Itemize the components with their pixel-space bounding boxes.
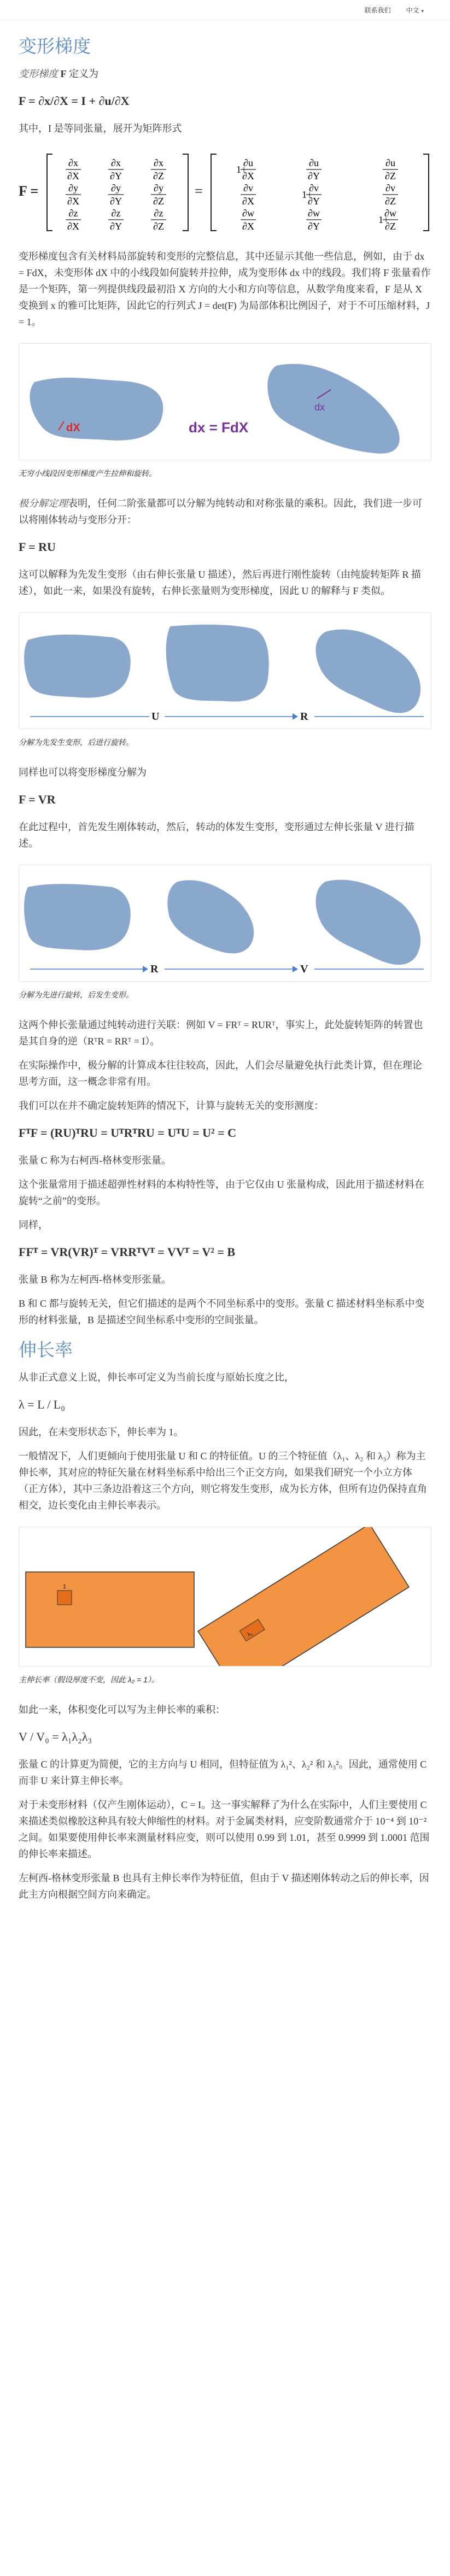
paragraph: 从非正式意义上说，伸长率可定义为当前长度与原始长度之比， bbox=[19, 1372, 294, 1383]
matrix-numerator: ∂u bbox=[309, 157, 319, 168]
dX-label: dX bbox=[66, 422, 80, 434]
section-title-stretch: 伸长率 bbox=[19, 1341, 73, 1360]
matrix-numerator: ∂z bbox=[154, 208, 163, 219]
matrix-denominator: ∂Z bbox=[153, 196, 164, 207]
bracket-left bbox=[47, 154, 52, 231]
paragraph: 对于未变形材料（仅产生刚体运动），C = I。这一事实解释了为什么在实际中，人们主要使用 C 来描述类似橡胶这种具有较大伸缩性的材料。对于金属类材料，应变阶数通常介于 10⁻⁴ 到 10⁻² 之间。如果要使用伸长率来测量材料应变，则可以使用 0.99 到 1.01，甚至 0.9999 到 1.0001 范围的伸长率来描述。 bbox=[19, 1799, 430, 1859]
matrix-denominator: ∂X bbox=[67, 171, 79, 181]
paragraph: 同样， bbox=[19, 1219, 48, 1230]
paragraph: 在此过程中，首先发生刚体转动，然后，转动的体发生变形，变形通过左伸长张量 V 进行描述。 bbox=[19, 821, 414, 849]
paragraph: 张量 C 的计算更为简便，它的主方向与 U 相同，但特征值为 λ₁²、λ₂² 和 λ₃²。因此，通常使用 C 而非 U 来计算主伸长率。 bbox=[19, 1759, 427, 1786]
shape-stretched bbox=[166, 625, 269, 702]
matrix-denominator: ∂Y bbox=[308, 196, 320, 207]
figure-svg bbox=[19, 613, 431, 729]
paragraph: 因此，在未变形状态下，伸长率为 1。 bbox=[19, 1427, 184, 1437]
figure-caption: 主伸长率（假设厚度不变，因此 λ₂ = 1）。 bbox=[19, 1675, 159, 1684]
section-title-deformation-gradient: 变形梯度 bbox=[19, 37, 91, 57]
deformed-rectangle-group bbox=[198, 1527, 409, 1666]
figure-principal-stretch bbox=[19, 1527, 431, 1667]
bracket-right-2 bbox=[423, 154, 429, 231]
matrix-numerator: ∂y bbox=[111, 183, 121, 193]
matrix-numerator: ∂v bbox=[243, 183, 253, 193]
arrow-head-icon bbox=[293, 713, 298, 720]
dx-label: dx bbox=[314, 402, 325, 413]
figure-svg bbox=[19, 865, 431, 981]
chevron-down-icon: ▾ bbox=[421, 8, 424, 14]
matrix-denominator: ∂Y bbox=[110, 196, 122, 207]
matrix-numerator: ∂y bbox=[154, 183, 163, 193]
bracket-left-2 bbox=[211, 154, 217, 231]
matrix-denominator: ∂Z bbox=[385, 196, 396, 207]
figure-svg bbox=[19, 1527, 431, 1666]
matrix-denominator: ∂Y bbox=[110, 171, 122, 181]
matrix-numerator: ∂x bbox=[111, 157, 121, 168]
language-label: 中文 bbox=[406, 6, 419, 14]
deformed-rectangle bbox=[198, 1527, 409, 1666]
paragraph: 左柯西-格林变形张量 B 也具有主伸长率作为特征值，但由于 V 描述刚体转动之后的伸长率，因此主方向根据空间方向来确定。 bbox=[19, 1873, 429, 1900]
matrix-numerator: ∂w bbox=[242, 208, 254, 219]
figure-decomposition-ru bbox=[19, 612, 431, 729]
matrix-prefix: 1+ bbox=[378, 214, 389, 225]
paragraph: 同样也可以将变形梯度分解为 bbox=[19, 767, 147, 778]
paragraph: 这可以解释为先发生变形（由右伸长张量 U 描述），然后再进行刚性旋转（由纯旋转矩阵 R 描述），如此一来，如果没有旋转，右伸长张量则为变形梯度，因此 U 的解释与 F 类似。 bbox=[19, 569, 422, 596]
matrix-denominator: ∂Z bbox=[385, 171, 396, 181]
deformed-shape bbox=[267, 364, 399, 454]
undeformed-shape bbox=[30, 378, 163, 441]
matrix-numerator: ∂z bbox=[68, 208, 78, 219]
arrow-head-icon bbox=[143, 966, 148, 972]
text: 表明，任何二阶张量都可以分解为纯转动和对称张量的乘积。因此，我们进一步可以将刚体转动与变形分开： bbox=[19, 498, 422, 525]
shape-rotated bbox=[167, 880, 254, 953]
equation: FFᵀ = VR(VR)ᵀ = VRRᵀVᵀ = VVᵀ = V² = B bbox=[19, 1245, 236, 1259]
language-selector[interactable] bbox=[406, 5, 424, 15]
matrix-numerator: ∂w bbox=[308, 208, 320, 219]
matrix-denominator: ∂Y bbox=[308, 171, 320, 181]
paragraph: 一般情况下，人们更倾向于使用张量 U 和 C 的特征值。U 的三个特征值（λ₁、λ₂ 和 λ₃）称为主伸长率，其对应的特征矢量在材料坐标系中给出三个正交方向，如果我们研究一个小立方体（正方体），其中三条边沿着这三个方向，则它将发生变形，成为长方体，但所有边仍保持直角相交，边长变化由主伸长率表示。 bbox=[19, 1451, 427, 1511]
paragraph: 张量 B 称为左柯西-格林变形张量。 bbox=[19, 1274, 171, 1285]
matrix-denominator: ∂Y bbox=[110, 221, 122, 232]
paragraph: 在实际操作中，极分解的计算成本往往较高，因此，人们会尽量避免执行此类计算，但在理论思考方面，这一概念非常有用。 bbox=[19, 1060, 422, 1087]
bracket-right bbox=[183, 154, 188, 231]
matrix-numerator: ∂u bbox=[243, 157, 253, 168]
edge-label-lambda: λ₁ bbox=[246, 1630, 254, 1639]
matrix-denominator: ∂X bbox=[242, 221, 254, 232]
paragraph bbox=[19, 495, 431, 528]
arrow-head-icon bbox=[293, 966, 298, 972]
matrix-denominator: ∂X bbox=[242, 196, 254, 207]
paragraph: 张量 C 称为右柯西-格林变形张量。 bbox=[19, 1155, 171, 1166]
contact-link[interactable]: 联系我们 bbox=[364, 6, 391, 14]
matrix-denominator: ∂X bbox=[67, 221, 79, 232]
arrow-label-r: R bbox=[150, 963, 159, 975]
matrix-numerator: ∂y bbox=[68, 183, 78, 193]
paragraph bbox=[19, 66, 431, 82]
figure-deformation bbox=[19, 343, 431, 460]
paragraph: 如此一来，体积变化可以写为主伸长率的乘积： bbox=[19, 1704, 225, 1715]
equation: F = VR bbox=[19, 793, 56, 806]
equation: F = RU bbox=[19, 540, 56, 554]
article-content bbox=[19, 20, 431, 1903]
matrix-equation bbox=[19, 149, 431, 236]
paragraph: B 和 C 都与旋转无关，但它们描述的是两个不同坐标系中的变形。张量 C 描述材料坐标系中变形的材料张量，B 是描述空间坐标系中变形的空间张量。 bbox=[19, 1298, 425, 1325]
equation-text: F = ∂x/∂X = I + ∂u/∂X bbox=[19, 94, 130, 108]
figure-caption: 无穷小线段因变形梯度产生拉伸和旋转。 bbox=[19, 469, 156, 478]
paragraph: 这两个伸长张量通过纯转动进行关联：例如 V = FRᵀ = RURᵀ，事实上，此处旋转矩阵的转置也是其自身的逆（RᵀR = RRᵀ = I）。 bbox=[19, 1019, 423, 1047]
arrow-label-v: V bbox=[300, 963, 308, 975]
figure-decomposition-vr bbox=[19, 865, 431, 982]
arrow-label-u: U bbox=[151, 711, 160, 723]
equation: V / V₀ = λ₁λ₂λ₃ bbox=[19, 1730, 92, 1744]
matrix-equals: = bbox=[195, 183, 203, 199]
equation: FᵀF = (RU)ᵀRU = UᵀRᵀRU = UᵀU = U² = C bbox=[19, 1126, 237, 1140]
matrix-numerator: ∂v bbox=[309, 183, 319, 193]
shape-deformed bbox=[316, 880, 421, 965]
matrix-lhs: F = bbox=[19, 183, 39, 199]
figure-equation: dx = FdX bbox=[189, 419, 249, 436]
paragraph: 这个张量常用于描述超弹性材料的本构特性等，由于它仅由 U 张量构成，因此用于描述材料在旋转“之前”的变形。 bbox=[19, 1179, 424, 1206]
edge-label-1: 1 bbox=[63, 1583, 67, 1590]
matrix-numerator: ∂x bbox=[154, 157, 163, 168]
matrix-numerator: ∂u bbox=[385, 157, 395, 168]
matrix-denominator: ∂X bbox=[242, 171, 254, 181]
matrix-prefix: 1+ bbox=[302, 189, 313, 200]
undeformed-cube bbox=[57, 1591, 72, 1605]
figure-caption: 分解为先发生变形，后进行旋转。 bbox=[19, 738, 133, 747]
matrix-prefix: 1+ bbox=[236, 164, 247, 175]
matrix-denominator: ∂Z bbox=[153, 221, 164, 232]
term: 变形梯度 bbox=[19, 68, 58, 79]
matrix-denominator: ∂Y bbox=[308, 221, 320, 232]
top-nav bbox=[0, 0, 450, 20]
paragraph: 其中，I 是等同张量，展开为矩阵形式 bbox=[19, 123, 182, 134]
shape-rotated bbox=[316, 630, 421, 713]
paragraph: 我们可以在并不确定旋转矩阵的情况下，计算与旋转无关的变形测度： bbox=[19, 1100, 324, 1111]
arrow-label-r: R bbox=[300, 711, 308, 723]
figure-svg bbox=[19, 344, 431, 460]
matrix-denominator: ∂Z bbox=[385, 221, 396, 232]
undeformed-rectangle bbox=[26, 1572, 194, 1647]
math-symbol: F bbox=[60, 68, 67, 79]
paragraph: 变形梯度包含有关材料局部旋转和变形的完整信息，其中还显示其他一些信息，例如，由于 dx = FdX，未变形体 dX 中的小线段如何旋转并拉伸，成为变形体 dx 中的线段。我们将 F 张量看作是一个矩阵，第一列提供线段最初沿 X 方向的大小和方向等信息，从数学角度来看，F 是从 X 变换到 x 的雅可比矩阵，因此它的行列式 J = det(F) 为局部体积比例因子，对于不可压缩材料，J = 1。 bbox=[19, 251, 431, 327]
shape-initial bbox=[24, 884, 131, 950]
shape-initial bbox=[24, 635, 131, 698]
term: 极分解定理 bbox=[19, 498, 68, 509]
matrix-numerator: ∂z bbox=[111, 208, 121, 219]
text: 定义为 bbox=[69, 68, 98, 79]
equation bbox=[19, 94, 431, 108]
matrix-denominator: ∂X bbox=[67, 196, 79, 207]
matrix-numerator: ∂v bbox=[385, 183, 395, 193]
equation: λ = L / L₀ bbox=[19, 1398, 65, 1411]
matrix-numerator: ∂x bbox=[68, 157, 78, 168]
matrix-cells bbox=[66, 157, 398, 232]
matrix-svg bbox=[19, 149, 431, 236]
matrix-denominator: ∂Z bbox=[153, 171, 164, 181]
figure-caption: 分解为先进行旋转，后发生变形。 bbox=[19, 990, 133, 999]
matrix-numerator: ∂w bbox=[384, 208, 396, 219]
